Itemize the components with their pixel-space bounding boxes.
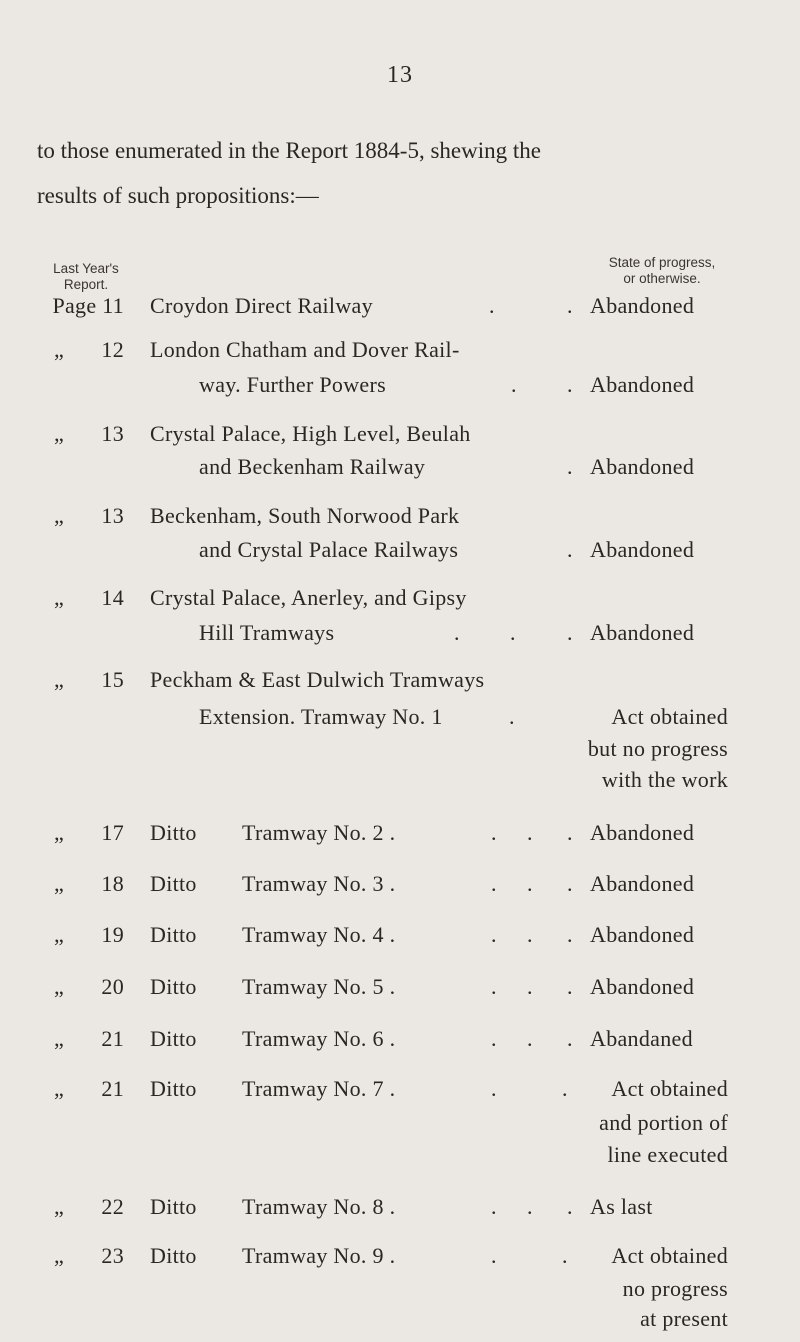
tramway-name: Tramway No. 3 .: [242, 871, 396, 896]
status: Abandoned: [590, 620, 695, 645]
page-number: 13: [387, 62, 413, 88]
page-ref: 22: [101, 1194, 124, 1219]
proposition-name-cont: and Crystal Palace Railways: [199, 537, 459, 562]
ditto-label: Ditto: [150, 1076, 197, 1101]
status-cont: line executed: [607, 1142, 728, 1167]
status: As last: [590, 1194, 653, 1219]
leader-dots: .: [454, 620, 460, 645]
intro-line-1: to those enumerated in the Report 1884-5, shewing the: [37, 138, 541, 163]
leader-dots: .: [567, 871, 573, 896]
page-ref: 17: [101, 820, 124, 845]
tramway-name: Tramway No. 4 .: [242, 922, 396, 947]
leader-dots: .: [567, 293, 573, 318]
ditto-mark: „: [54, 871, 65, 896]
status: Act obtained: [611, 1076, 728, 1101]
proposition-name: Crystal Palace, Anerley, and Gipsy: [150, 585, 467, 610]
proposition-name: Crystal Palace, High Level, Beulah: [150, 421, 471, 446]
page-ref: 19: [101, 922, 124, 947]
leader-dots: .: [491, 1194, 497, 1219]
leader-dots: .: [491, 1076, 497, 1101]
leader-dots: .: [567, 372, 573, 397]
page-ref: 14: [101, 585, 124, 610]
status: Act obtained: [611, 1243, 728, 1268]
page-ref: 20: [101, 974, 124, 999]
ditto-label: Ditto: [150, 1243, 197, 1268]
ditto-mark: „: [54, 667, 65, 692]
status-cont: but no progress: [587, 736, 728, 761]
leader-dots: .: [567, 922, 573, 947]
tramway-name: Tramway No. 6 .: [242, 1026, 396, 1051]
proposition-name: Croydon Direct Railway: [150, 293, 373, 318]
status: Abandoned: [590, 871, 695, 896]
tramway-name: Tramway No. 8 .: [242, 1194, 396, 1219]
leader-dots: .: [527, 1026, 533, 1051]
leader-dots: .: [527, 871, 533, 896]
leader-dots: .: [491, 871, 497, 896]
leader-dots: .: [562, 1243, 568, 1268]
proposition-name-cont: way. Further Powers: [199, 372, 386, 397]
proposition-name-cont: and Beckenham Railway: [199, 454, 426, 479]
leader-dots: .: [567, 1026, 573, 1051]
proposition-name: Peckham & East Dulwich Tramways: [150, 667, 485, 692]
status-cont: and portion of: [599, 1110, 728, 1135]
leader-dots: .: [511, 372, 517, 397]
page-ref: Page 11: [52, 293, 124, 318]
status: Abandoned: [590, 454, 695, 479]
page-ref: 21: [101, 1026, 124, 1051]
leader-dots: .: [510, 620, 516, 645]
ditto-mark: „: [54, 585, 65, 610]
proposition-name: Beckenham, South Norwood Park: [150, 503, 460, 528]
leader-dots: .: [489, 293, 495, 318]
leader-dots: .: [527, 922, 533, 947]
ditto-label: Ditto: [150, 974, 197, 999]
leader-dots: .: [567, 537, 573, 562]
leader-dots: .: [491, 1243, 497, 1268]
leader-dots: .: [567, 1194, 573, 1219]
leader-dots: .: [527, 820, 533, 845]
leader-dots: .: [491, 820, 497, 845]
ditto-label: Ditto: [150, 871, 197, 896]
leader-dots: .: [491, 1026, 497, 1051]
page-ref: 21: [101, 1076, 124, 1101]
leader-dots: .: [527, 974, 533, 999]
ditto-mark: „: [54, 820, 65, 845]
status: Abandoned: [590, 293, 695, 318]
status: Abandoned: [590, 974, 695, 999]
tramway-name: Tramway No. 9 .: [242, 1243, 396, 1268]
ditto-label: Ditto: [150, 1026, 197, 1051]
status-cont: at present: [640, 1306, 728, 1331]
leader-dots: .: [567, 974, 573, 999]
leader-dots: .: [567, 454, 573, 479]
page-ref: 13: [101, 503, 124, 528]
leader-dots: .: [567, 820, 573, 845]
page-ref: 23: [101, 1243, 124, 1268]
leader-dots: .: [562, 1076, 568, 1101]
status: Abandoned: [590, 372, 695, 397]
ditto-mark: „: [54, 503, 65, 528]
ditto-label: Ditto: [150, 1194, 197, 1219]
column-header-state-of-progress: State of progress, or otherwise.: [608, 255, 716, 286]
leader-dots: .: [491, 974, 497, 999]
ditto-mark: „: [54, 1026, 65, 1051]
status-cont: with the work: [601, 767, 728, 792]
tramway-name: Tramway No. 5 .: [242, 974, 396, 999]
ditto-mark: „: [54, 421, 65, 446]
proposition-name-cont: Extension. Tramway No. 1: [199, 704, 443, 729]
ditto-mark: „: [54, 1076, 65, 1101]
status: Abandoned: [590, 922, 695, 947]
ditto-mark: „: [54, 337, 65, 362]
status: Abandaned: [590, 1026, 693, 1051]
ditto-label: Ditto: [150, 820, 197, 845]
ditto-mark: „: [54, 974, 65, 999]
page-ref: 12: [101, 337, 124, 362]
proposition-name: London Chatham and Dover Rail-: [150, 337, 460, 362]
leader-dots: .: [567, 620, 573, 645]
page-ref: 13: [101, 421, 124, 446]
ditto-mark: „: [54, 922, 65, 947]
leader-dots: .: [527, 1194, 533, 1219]
tramway-name: Tramway No. 2 .: [242, 820, 396, 845]
leader-dots: .: [509, 704, 515, 729]
page-ref: 18: [101, 871, 124, 896]
status: Act obtained: [611, 704, 728, 729]
column-header-last-years-report: Last Year's Report.: [53, 261, 119, 292]
leader-dots: .: [491, 922, 497, 947]
tramway-name: Tramway No. 7 .: [242, 1076, 396, 1101]
status: Abandoned: [590, 537, 695, 562]
intro-paragraph: [37, 128, 747, 218]
proposition-name-cont: Hill Tramways: [199, 620, 335, 645]
ditto-label: Ditto: [150, 922, 197, 947]
page-ref: 15: [101, 667, 124, 692]
status-cont: no progress: [622, 1276, 728, 1301]
status: Abandoned: [590, 820, 695, 845]
intro-line-2: results of such propositions:—: [37, 183, 319, 208]
ditto-mark: „: [54, 1243, 65, 1268]
ditto-mark: „: [54, 1194, 65, 1219]
